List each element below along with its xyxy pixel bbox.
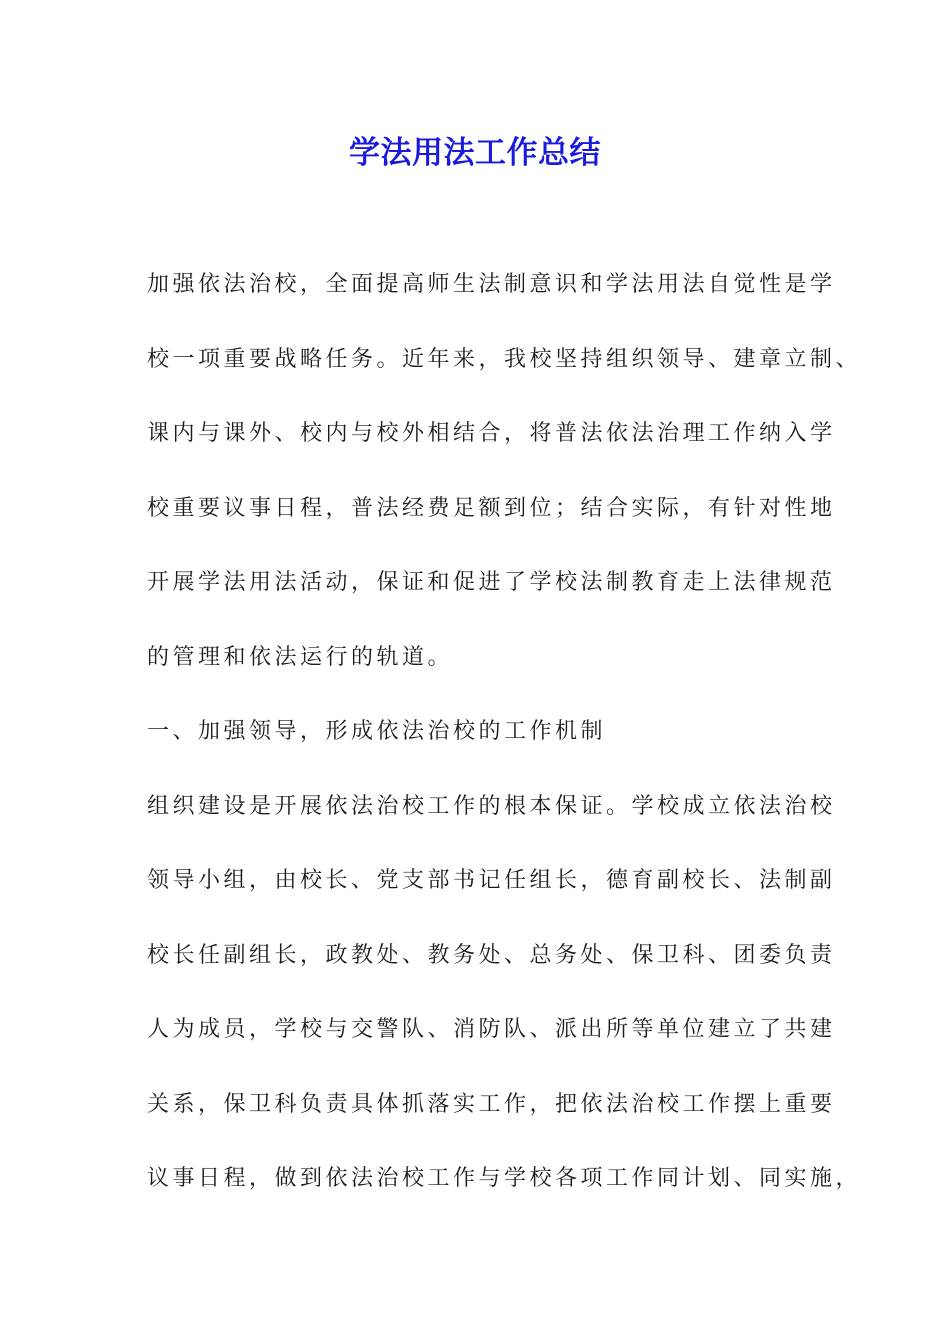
paragraph-line: 人为成员，学校与交警队、消防队、派出所等单位建立了共建	[147, 1017, 836, 1042]
paragraph-line: 领导小组，由校长、党支部书记任组长，德育副校长、法制副	[147, 868, 836, 893]
paragraph-line: 开展学法用法活动，保证和促进了学校法制教育走上法律规范	[147, 570, 836, 595]
section-heading: 一、加强领导，形成依法治校的工作机制	[147, 719, 607, 744]
paragraph-line: 关系，保卫科负责具体抓落实工作，把依法治校工作摆上重要	[147, 1092, 836, 1117]
paragraph-line: 加强依法治校，全面提高师生法制意识和学法用法自觉性是学	[147, 272, 836, 297]
paragraph-line: 议事日程，做到依法治校工作与学校各项工作同计划、同实施，	[147, 1166, 862, 1191]
paragraph-line: 校重要议事日程，普法经费足额到位；结合实际，有针对性地	[147, 496, 836, 521]
paragraph-line: 校一项重要战略任务。近年来，我校坚持组织领导、建章立制、	[147, 347, 862, 372]
paragraph-line: 课内与课外、校内与校外相结合，将普法依法治理工作纳入学	[147, 421, 836, 446]
paragraph-line: 组织建设是开展依法治校工作的根本保证。学校成立依法治校	[147, 794, 836, 819]
paragraph-line: 的管理和依法运行的轨道。	[147, 645, 454, 670]
document-title: 学法用法工作总结	[349, 135, 601, 171]
paragraph-line: 校长任副组长，政教处、教务处、总务处、保卫科、团委负责	[147, 943, 836, 968]
